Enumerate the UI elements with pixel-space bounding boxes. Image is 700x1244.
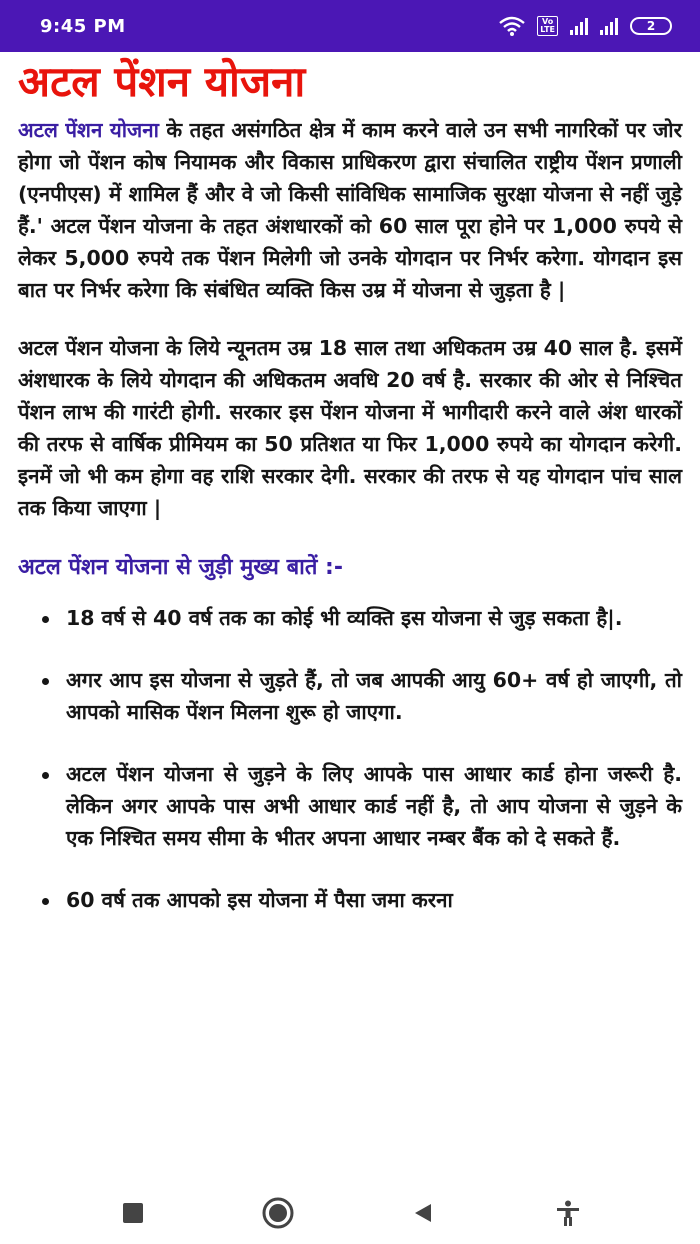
volte-top-label: Vo — [542, 17, 554, 26]
home-circle-icon — [261, 1196, 295, 1230]
intro-text: के तहत असंगठित क्षेत्र में काम करने वाले उन सभी नागरिकों पर जोर होगा जो पेंशन कोष नियामक और विकास प्राधिकरण द्वारा संचालित राष्ट्रीय पेंशन प्रणाली (एनपीएस) में शामिल हैं और वे जो किसी सांविधिक सामाजिक सुरक्षा योजना से नहीं जुड़े हैं.' अटल पेंशन योजना के तहत अंशधारकों को 60 साल पूरा होने पर 1,000 रुपये से लेकर 5,000 रुपये तक पेंशन मिलेगी जो उनके योगदान पर निर्भर करेगा. योगदान इस बात पर निर्भर करेगा कि संबंधित व्यक्ति किस उम्र में योजना से जुड़ता है | — [18, 118, 682, 302]
bullet-icon — [42, 616, 49, 623]
signal-icon-2 — [600, 17, 618, 35]
accessibility-icon — [556, 1200, 580, 1226]
list-item-text: अटल पेंशन योजना से जुड़ने के लिए आपके पास आधार कार्ड होना जरूरी है. लेकिन अगर आपके पास अभी आधार कार्ड नहीं है, तो आप योजना से जुड़ने के एक निश्चित समय सीमा के भीतर अपना आधार नम्बर बैंक को दे सकते हैं. — [66, 762, 682, 850]
list-item-text: 60 वर्ष तक आपको इस योजना में पैसा जमा करना — [66, 888, 453, 912]
status-icons — [499, 16, 672, 36]
wifi-icon — [499, 16, 525, 36]
age-paragraph: अटल पेंशन योजना के लिये न्यूनतम उम्र 18 साल तथा अधिकतम उम्र 40 साल है. इसमें अंशधारक के लिये योगदान की अधिकतम अवधि 20 वर्ष है. सरकार की ओर से निश्चित पेंशन लाभ की गारंटी होगी. सरकार इस पेंशन योजना में भागीदारी करने वाले अंश धारकों की तरफ से वार्षिक प्रीमियम का 50 प्रतिशत या फिर 1,000 रुपये का योगदान करेगी. इनमें जो भी कम होगा वह राशि सरकार देगी. सरकार की तरफ से यह योगदान पांच साल तक किया जाएगा | — [18, 336, 682, 520]
home-button[interactable] — [258, 1193, 298, 1233]
section-heading: अटल पेंशन योजना से जुड़ी मुख्य बातें :- — [18, 555, 343, 580]
recents-button[interactable] — [113, 1193, 153, 1233]
list-item — [66, 664, 682, 728]
list-item-text: अगर आप इस योजना से जुड़ते हैं, तो जब आपकी आयु 60+ वर्ष हो जाएगी, तो आपको मासिक पेंशन मिलना शुरू हो जाएगा. — [66, 668, 682, 724]
page-title: अटल पेंशन योजना — [18, 57, 306, 106]
list-item — [66, 602, 682, 634]
accessibility-button[interactable] — [548, 1193, 588, 1233]
back-button[interactable] — [403, 1193, 443, 1233]
scheme-link[interactable]: अटल पेंशन योजना — [18, 118, 159, 142]
volte-icon — [537, 16, 558, 36]
recents-square-icon — [122, 1202, 144, 1224]
bullet-icon — [42, 678, 49, 685]
list-item — [66, 758, 682, 854]
back-triangle-icon — [412, 1202, 434, 1224]
navigation-bar — [0, 1182, 700, 1244]
article-content[interactable] — [0, 52, 700, 1182]
list-item — [66, 884, 682, 916]
status-bar — [0, 0, 700, 52]
status-time: 9:45 PM — [40, 15, 126, 37]
intro-paragraph — [18, 114, 682, 306]
signal-icon-1 — [570, 17, 588, 35]
key-points-list — [18, 602, 682, 916]
bullet-icon — [42, 772, 49, 779]
battery-label: 2 — [646, 19, 656, 33]
battery-icon — [630, 17, 672, 35]
volte-bottom-label: LTE — [540, 25, 555, 34]
list-item-text: 18 वर्ष से 40 वर्ष तक का कोई भी व्यक्ति इस योजना से जुड़ सकता है|. — [66, 606, 623, 630]
bullet-icon — [42, 898, 49, 905]
